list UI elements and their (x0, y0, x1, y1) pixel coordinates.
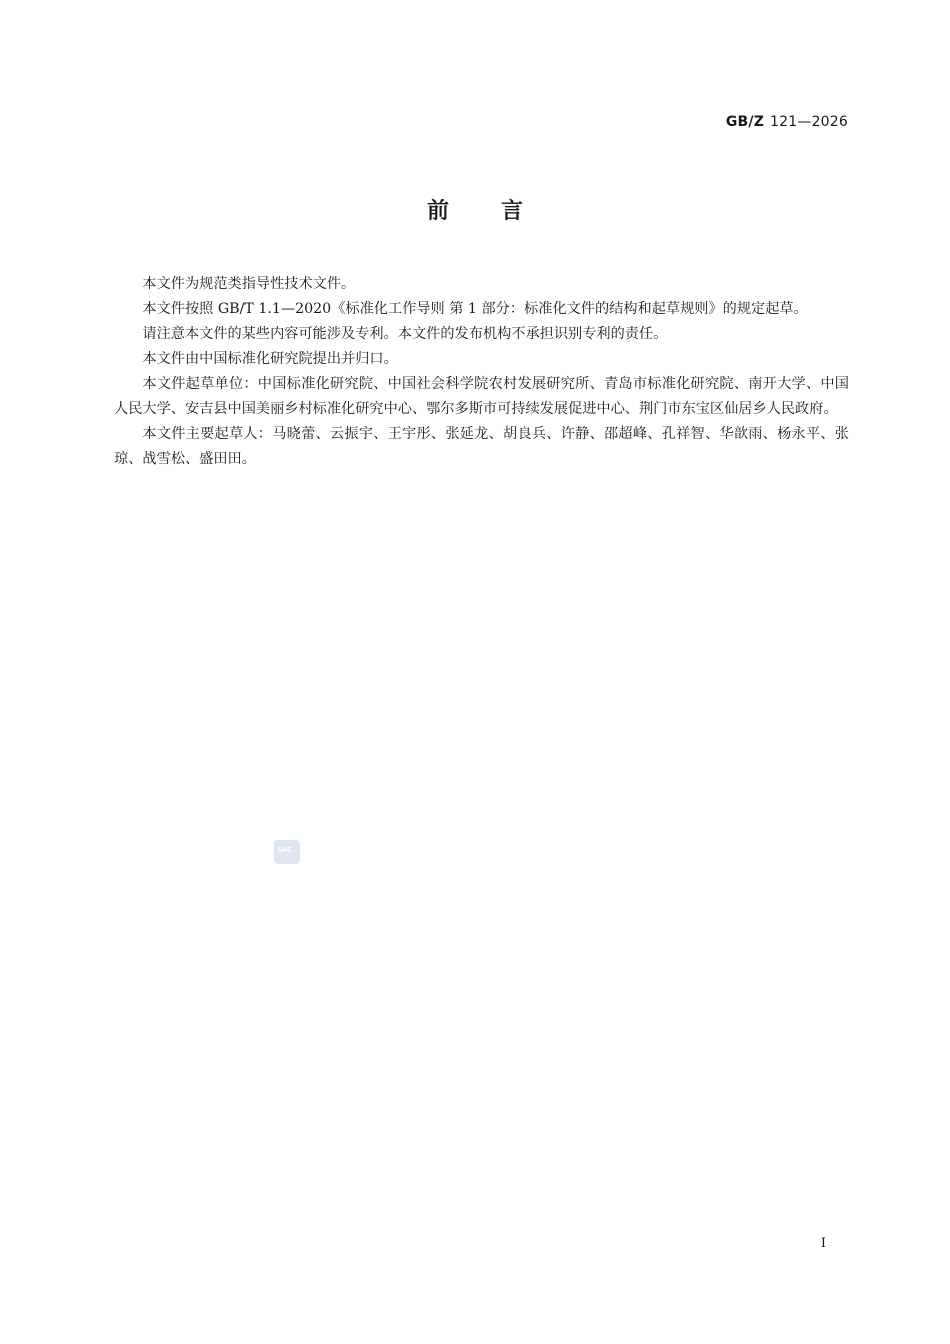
sac-logo-text: SAC (277, 846, 292, 854)
foreword-body (114, 272, 849, 472)
paragraph-document-type: 本文件为规范类指导性技术文件。 (142, 276, 356, 292)
paragraph-drafting-units: 本文件起草单位：中国标准化研究院、中国社会科学院农村发展研究所、青岛市标准化研究院、南开大学、中国人民大学、安吉县中国美丽乡村标准化研究中心、鄂尔多斯市可持续发展促进中心、荆门市东宝区仙居乡人民政府。 (114, 376, 849, 417)
standard-code (726, 114, 848, 130)
paragraph-drafting-rules: 本文件按照 GB/T 1.1—2020《标准化工作导则 第 1 部分：标准化文件的结构和起草规则》的规定起草。 (142, 301, 808, 317)
standard-code-number: 121—2026 (770, 114, 848, 130)
paragraph-proposer: 本文件由中国标准化研究院提出并归口。 (142, 351, 398, 367)
page-number: I (820, 1236, 826, 1251)
sac-watermark-logo (274, 840, 300, 864)
standard-code-prefix: GB/Z (725, 114, 765, 130)
page-title: 前言 (426, 199, 575, 224)
paragraph-drafters: 本文件主要起草人：马晓蕾、云振宇、王宇彤、张延龙、胡良兵、许静、邵超峰、孔祥智、华歆雨、杨永平、张琼、战雪松、盛田田。 (114, 426, 849, 467)
paragraph-patent-notice: 请注意本文件的某些内容可能涉及专利。本文件的发布机构不承担识别专利的责任。 (142, 326, 668, 342)
